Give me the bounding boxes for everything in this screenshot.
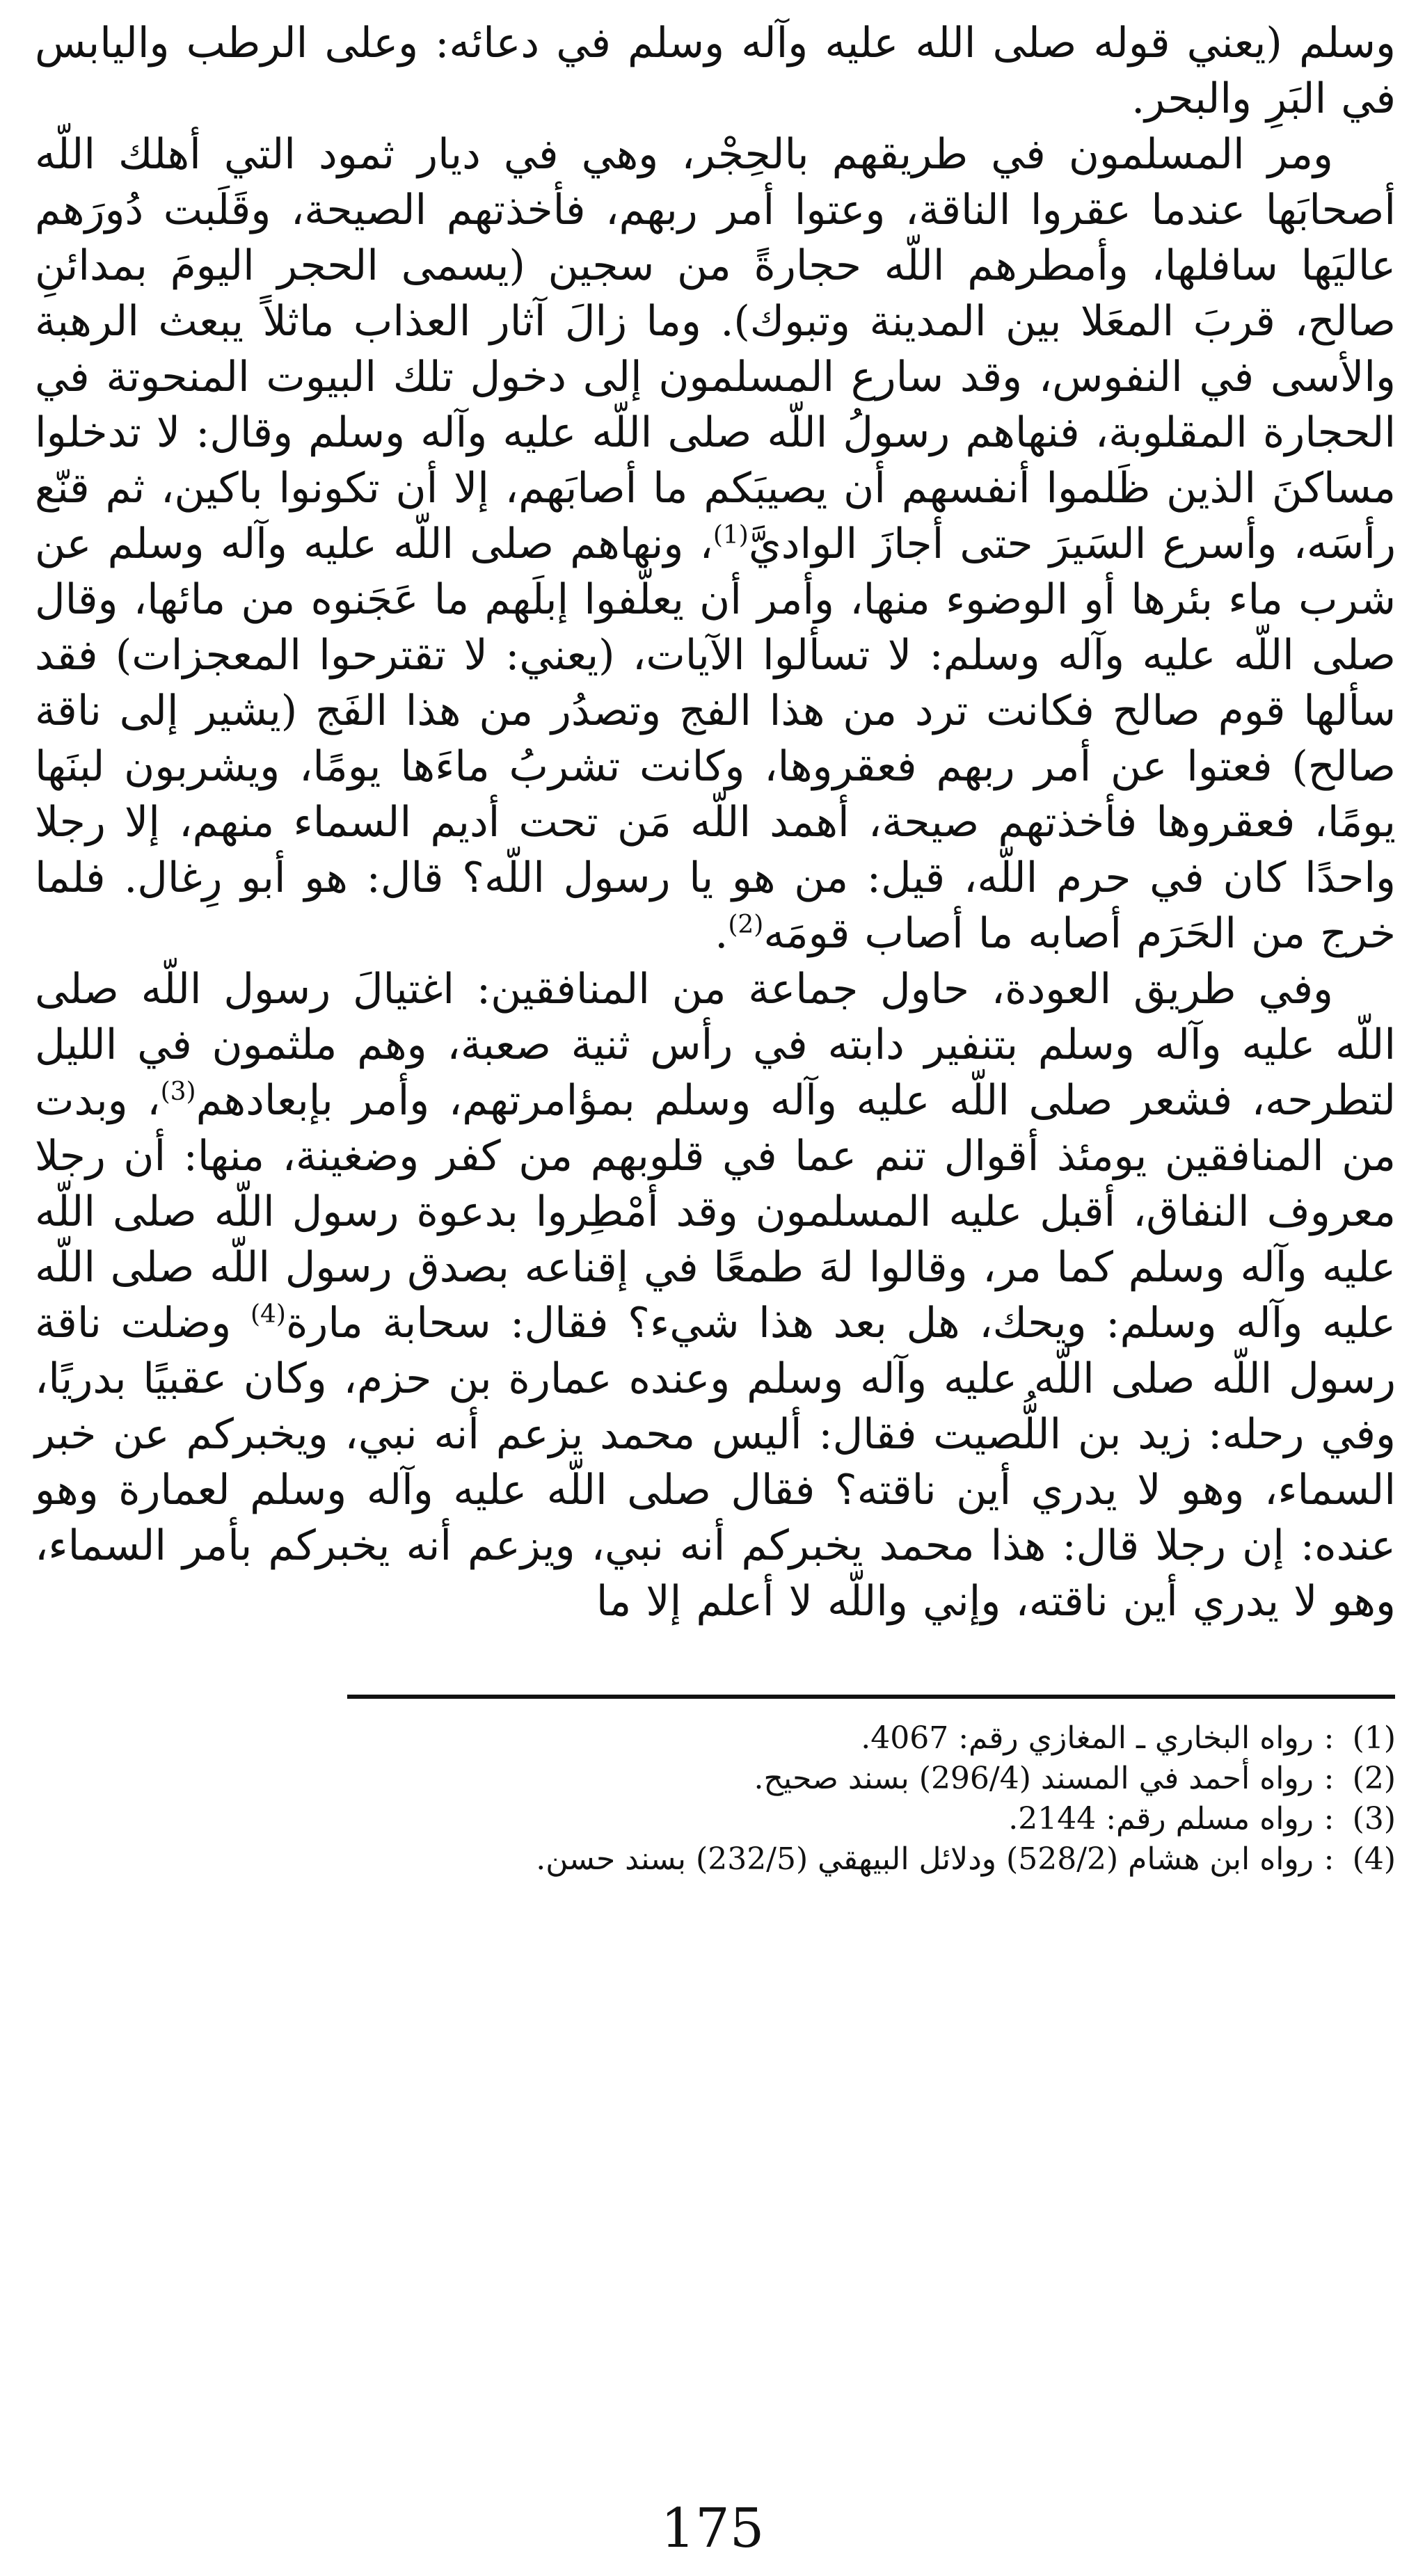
- footnote-text: رواه ابن هشام (528/2) ودلائل البيهقي (232/5) بسند حسن.: [536, 1841, 1314, 1877]
- footnote-reference[interactable]: (4): [250, 1300, 286, 1329]
- footnote-item: [35, 1718, 1396, 1759]
- footnote-text: رواه أحمد في المسند (296/4) بسند صحيح.: [754, 1761, 1314, 1796]
- footnote-text: رواه مسلم رقم: 2144.: [1008, 1801, 1314, 1837]
- footnote-text: رواه البخاري ـ المغازي رقم: 4067.: [861, 1720, 1314, 1756]
- footnote-divider: [347, 1695, 1395, 1699]
- footnote-separator: :: [1323, 1801, 1335, 1837]
- footnote-item: [35, 1799, 1396, 1839]
- footnote-reference[interactable]: (1): [712, 521, 749, 550]
- paragraph-text: وفي طريق العودة، حاول جماعة من المنافقين: اغتيالَ رسول اللّه صلى اللّه عليه وآله وسلم بتنفير دابته في رأس ثنية صعبة، وهم ملثمون في الليل لتطرحه، فشعر صلى اللّه عليه وآله وسلم بمؤامرتهم، وأمر بإبعادهم: [35, 965, 1396, 1125]
- paragraph-2: [35, 127, 1396, 961]
- paragraph-1: [35, 15, 1396, 127]
- paragraph-3: [35, 961, 1396, 1629]
- footnote-item: [35, 1839, 1396, 1880]
- paragraph-text: وضلت ناقة رسول اللّه صلى اللّه عليه وآله وسلم وعنده عمارة بن حزم، وكان عقبيًا بدريًا، وفي رحله: زيد بن اللُّصيت فقال: أليس محمد يزعم أنه نبي، ويخبركم عن خبر السماء، وهو لا يدري أين ناقته؟ فقال صلى اللّه عليه وآله وسلم لعمارة وهو عنده: إن رجلا قال: هذا محمد يخبركم أنه نبي، ويزعم أنه يخبركم بأمر السماء، وهو لا يدري أين ناقته، وإني واللّه لا أعلم إلا ما: [35, 1299, 1396, 1626]
- footnotes: [35, 1718, 1396, 1880]
- paragraph-text: وسلم (يعني قوله صلى الله عليه وآله وسلم في دعائه: وعلى الرطب واليابس في البَرِ والبحر.: [35, 19, 1396, 123]
- footnote-number: (3): [1352, 1801, 1396, 1837]
- page-number: 175: [660, 2497, 765, 2560]
- paragraph-text: ومر المسلمون في طريقهم بالحِجْر، وهي في ديار ثمود التي أهلك اللّه أصحابَها عندما عقروا الناقة، وعتوا أمر ربهم، فأخذتهم الصيحة، وقَلَبت دُورَهم عاليَها سافلها، وأمطرهم اللّه حجارةً من سجين (يسمى الحجر اليومَ بمدائنِ صالح، قربَ المعَلا بين المدينة وتبوك). وما زالَ آثار العذاب ماثلاً يبعث الرهبة والأسى في النفوس، وقد سارع المسلمون إلى دخول تلك البيوت المنحوتة في الحجارة المقلوبة، فنهاهم رسولُ اللّه صلى اللّه عليه وآله وسلم وقال: لا تدخلوا مساكنَ الذين ظَلموا أنفسهم أن يصيبَكم ما أصابَهم، إلا أن تكونوا باكين، ثم قنّع رأسَه، وأسرع السَيرَ حتى أجازَ الواديَّ: [35, 130, 1396, 568]
- paragraph-text: ، وبدت من المنافقين يومئذ أقوال تنم عما في قلوبهم من كفر وضغينة، منها: أن رجلا معروف النفاق، أقبل عليه المسلمون وقد أمْطِروا بدعوة رسول اللّه صلى اللّه عليه وآله وسلم كما مر، وقالوا لهَ طمعًا في إقناعه بصدق رسول اللّه صلى اللّه عليه وآله وسلم: ويحك، هل بعد هذا شيء؟ فقال: سحابة مارة: [35, 1076, 1396, 1347]
- footnote-number: (4): [1352, 1841, 1396, 1877]
- footnote-reference[interactable]: (3): [160, 1078, 196, 1106]
- footnote-separator: :: [1323, 1761, 1335, 1796]
- paragraph-text: .: [715, 909, 729, 958]
- footnote-number: (2): [1352, 1761, 1396, 1796]
- footnote-separator: :: [1323, 1720, 1335, 1756]
- footnote-separator: :: [1323, 1841, 1335, 1877]
- footnote-item: [35, 1759, 1396, 1799]
- body-text: [35, 15, 1396, 1629]
- footnote-number: (1): [1352, 1720, 1396, 1756]
- paragraph-text: ، ونهاهم صلى اللّه عليه وآله وسلم عن شرب ماء بئرها أو الوضوء منها، وأمر أن يعلّفوا إبلَهم ما عَجَنوه من مائها، وقال صلى اللّه عليه وآله وسلم: لا تسألوا الآيات، (يعني: لا تقترحوا المعجزات) فقد سألها قوم صالح فكانت ترد من هذا الفج وتصدُر من هذا الفَج (يشير إلى ناقة صالح) فعتوا عن أمر ربهم فعقروها، وكانت تشربُ ماءَها يومًا، ويشربون لبنَها يومًا، فعقروها فأخذتهم صيحة، أهمد اللّه مَن تحت أديم السماء منهم، إلا رجلا واحدًا كان في حرم اللّه، قيل: من هو يا رسول اللّه؟ قال: هو أبو رِغال. فلما خرج من الحَرَم أصابه ما أصاب قومَه: [35, 520, 1396, 958]
- footnote-reference[interactable]: (2): [728, 911, 764, 939]
